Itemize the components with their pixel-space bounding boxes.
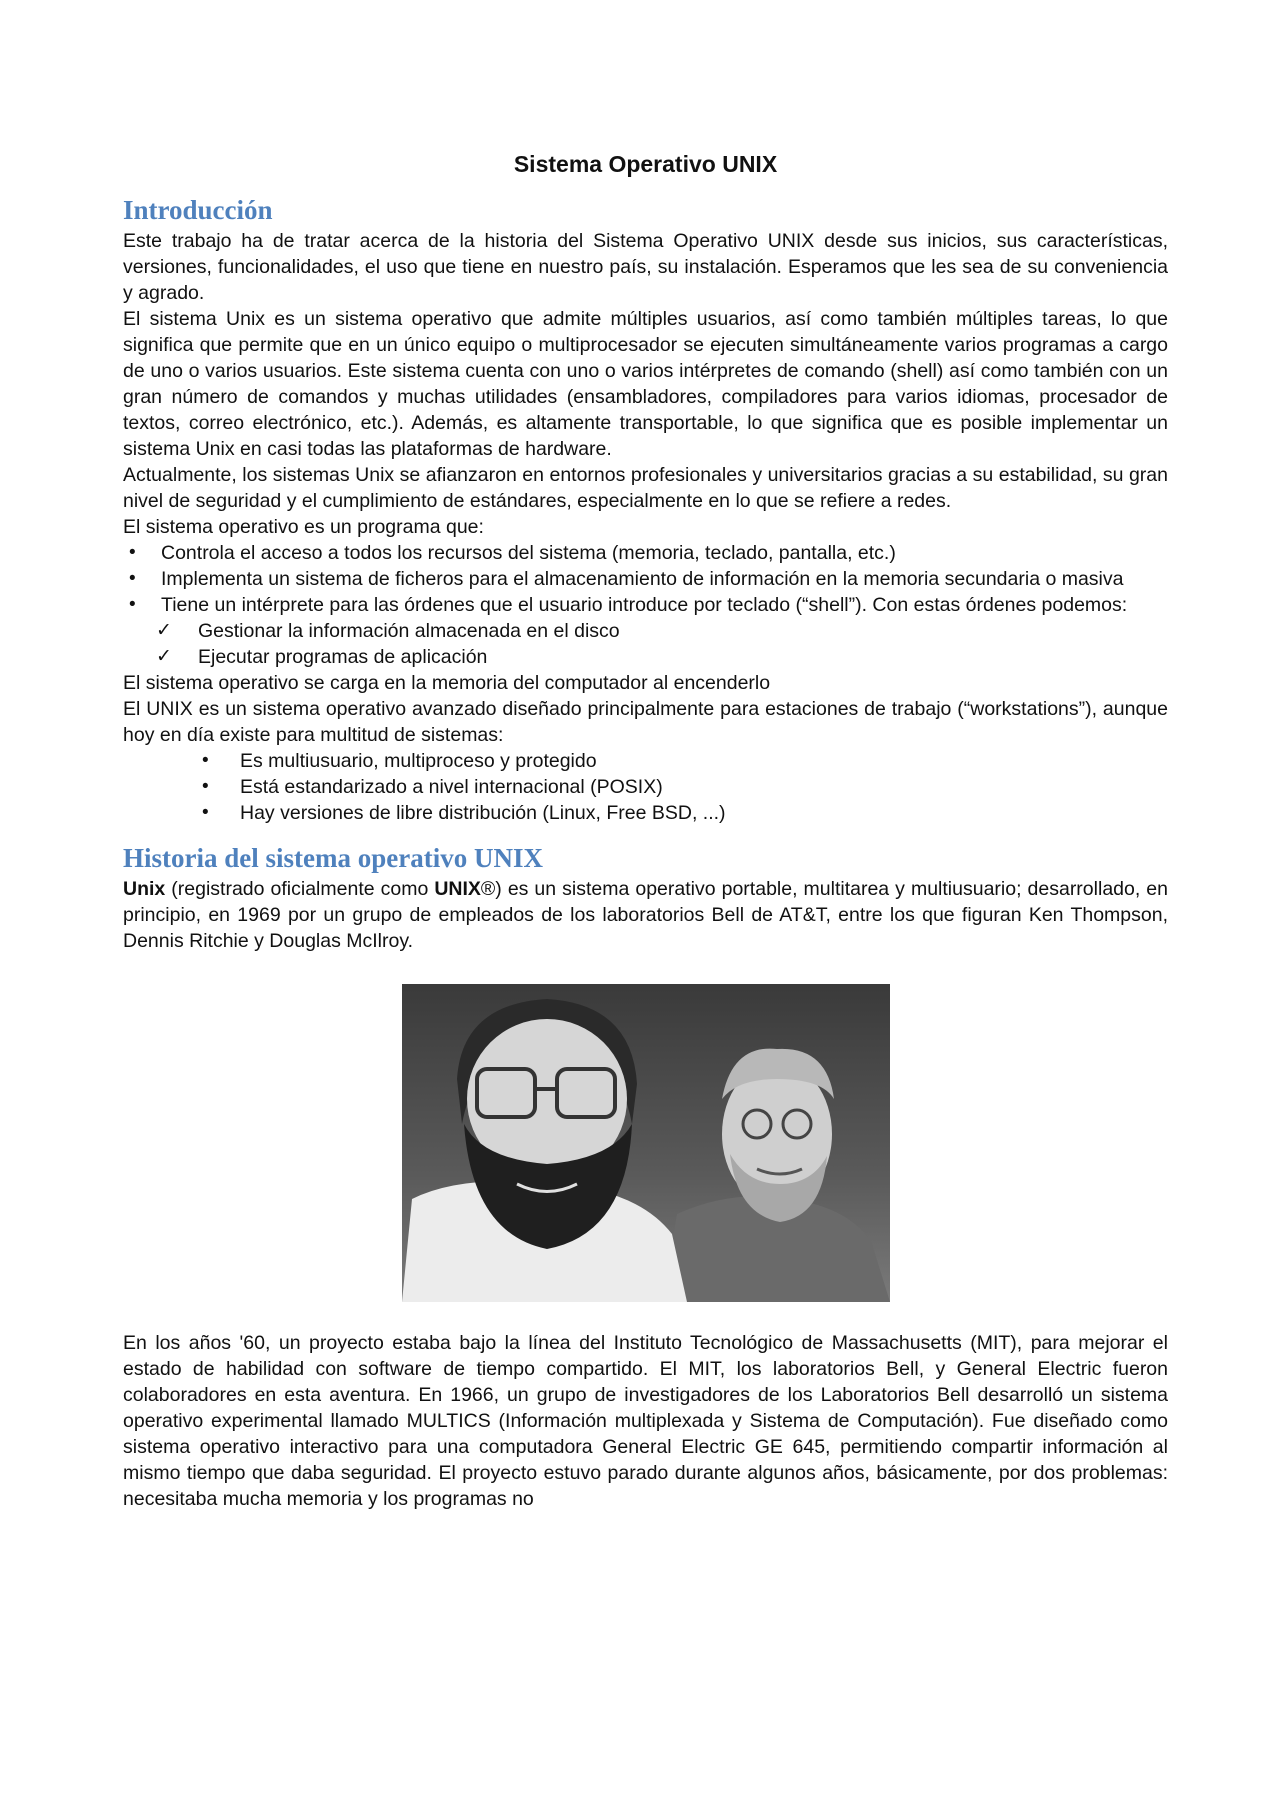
list-item: ✓ Ejecutar programas de aplicación xyxy=(156,646,488,668)
history-heading: Historia del sistema operativo UNIX xyxy=(123,843,543,873)
document-page xyxy=(123,150,1168,1512)
bullet-icon: • xyxy=(129,568,136,589)
os-functions-list xyxy=(123,540,1168,618)
list-item: • Tiene un intérprete para las órdenes que el usuario introduce por teclado (“shell”). Con estas órdenes podemos: xyxy=(129,594,1128,616)
list-item: • Implementa un sistema de ficheros para el almacenamiento de información en la memoria secundaria o masiva xyxy=(129,568,1124,590)
photo-illustration xyxy=(402,984,890,1302)
checkmark-icon: ✓ xyxy=(156,646,172,667)
list-item: ✓ Gestionar la información almacenada en el disco xyxy=(156,620,620,642)
intro-paragraph-4: El sistema operativo es un programa que: xyxy=(123,516,484,538)
bullet-icon: • xyxy=(129,594,136,615)
shell-capabilities-list xyxy=(123,618,1168,670)
list-item: • Hay versiones de libre distribución (Linux, Free BSD, ...) xyxy=(202,802,726,824)
history-paragraph-1: Unix (registrado oficialmente como UNIX®) es un sistema operativo portable, multitarea y multiusuario; desarrollado, en principio, en 1969 por un grupo de empleados de los laboratorios Bell de AT&T, entre los que figuran Ken Thompson, Dennis Ritchie y Douglas McIlroy. xyxy=(123,878,1168,952)
list-item: • Es multiusuario, multiproceso y protegido xyxy=(202,750,597,772)
history-paragraph-2: En los años '60, un proyecto estaba bajo la línea del Instituto Tecnológico de Massachusetts (MIT), para mejorar el estado de habilidad con software de tiempo compartido. El MIT, los laboratorios Bell, y General Electric fueron colaboradores en esta aventura. En 1966, un grupo de investigadores de los Laboratorios Bell desarrolló un sistema operativo experimental llamado MULTICS (Información multiplexada y Sistema de Computación). Fue diseñado como sistema operativo interactivo para una computadora General Electric GE 645, permitiendo compartir información al mismo tiempo que daba seguridad. El proyecto estuvo parado durante algunos años, básicamente, por dos problemas: necesitaba mucha memoria y los programas no xyxy=(123,1332,1168,1510)
photo-thompson-ritchie xyxy=(402,984,890,1302)
list-item: • Controla el acceso a todos los recursos del sistema (memoria, teclado, pantalla, etc.) xyxy=(129,542,896,564)
bullet-icon: • xyxy=(202,802,209,823)
intro-heading: Introducción xyxy=(123,195,273,225)
intro-paragraph-3: Actualmente, los sistemas Unix se afianzaron en entornos profesionales y universitarios gracias a su estabilidad, su gran nivel de seguridad y el cumplimiento de estándares, especialmente en lo que se refiere a redes. xyxy=(123,464,1168,512)
intro-paragraph-1: Este trabajo ha de tratar acerca de la historia del Sistema Operativo UNIX desde sus inicios, sus características, versiones, funcionalidades, el uso que tiene en nuestro país, su instalación. Esperamos que les sea de su conveniencia y agrado. xyxy=(123,230,1168,304)
bullet-icon: • xyxy=(202,750,209,771)
bullet-icon: • xyxy=(129,542,136,563)
list-item: • Está estandarizado a nivel internacional (POSIX) xyxy=(202,776,663,798)
intro-paragraph-2: El sistema Unix es un sistema operativo que admite múltiples usuarios, así como también múltiples tareas, lo que significa que permite que en un único equipo o multiprocesador se ejecuten simultáneamente varios programas a cargo de uno o varios usuarios. Este sistema cuenta con uno o varios intérpretes de comando (shell) así como también con un gran número de comandos y muchas utilidades (ensambladores, compiladores para varios idiomas, procesador de textos, correo electrónico, etc.). Además, es altamente transportable, lo que significa que es posible implementar un sistema Unix en casi todas las plataformas de hardware. xyxy=(123,308,1168,460)
unix-features-list xyxy=(123,748,1168,826)
document-title: Sistema Operativo UNIX xyxy=(513,151,778,177)
bullet-icon: • xyxy=(202,776,209,797)
checkmark-icon: ✓ xyxy=(156,620,172,641)
intro-paragraph-5: El sistema operativo se carga en la memoria del computador al encenderlo xyxy=(123,672,771,694)
intro-paragraph-6: El UNIX es un sistema operativo avanzado diseñado principalmente para estaciones de trabajo (“workstations”), aunque hoy en día existe para multitud de sistemas: xyxy=(123,698,1168,746)
